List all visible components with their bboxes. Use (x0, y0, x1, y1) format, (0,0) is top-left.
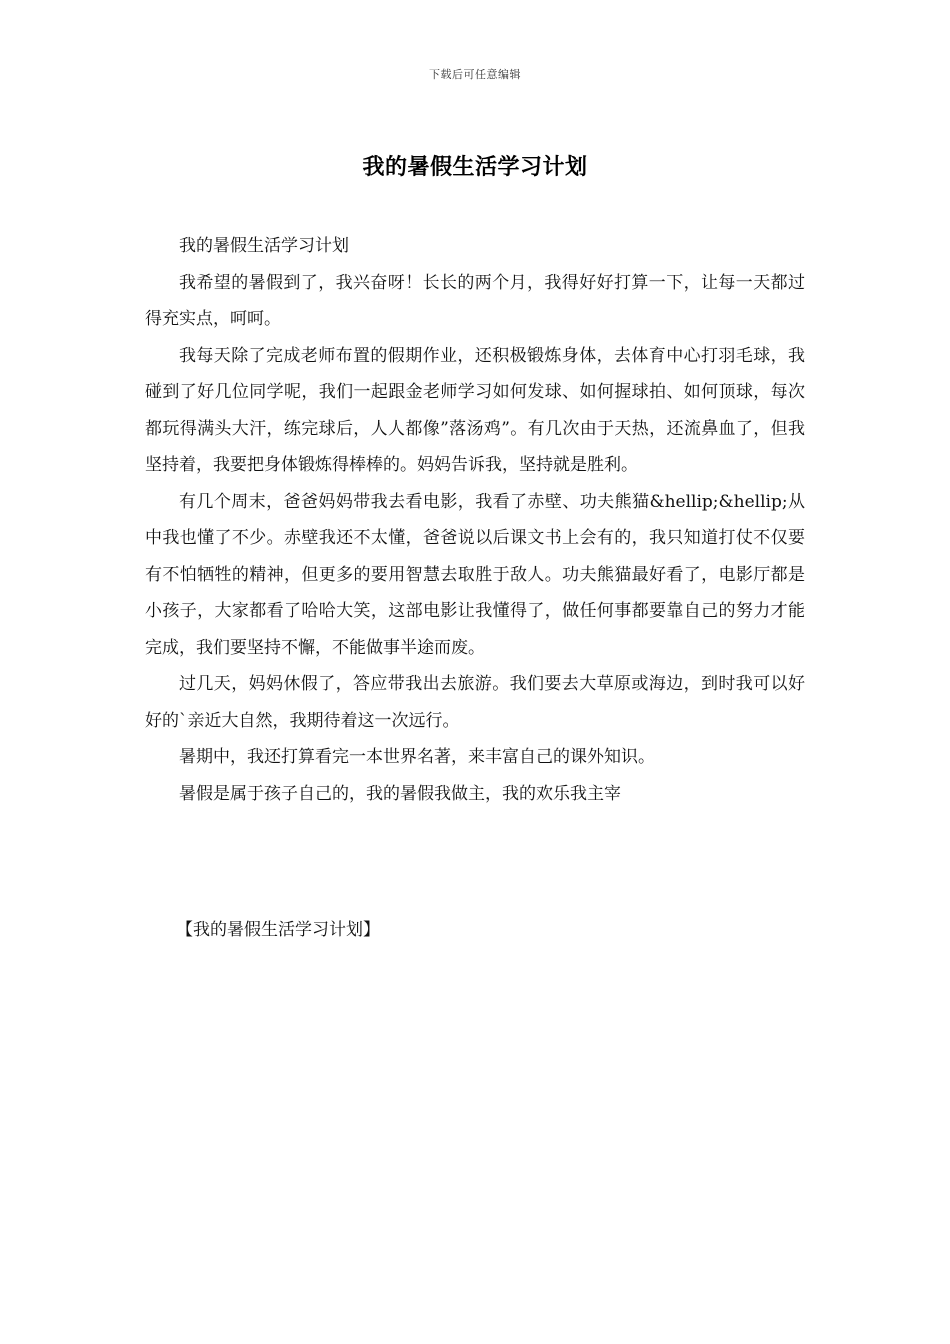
document-body (145, 228, 805, 812)
paragraph-reading: 暑期中，我还打算看完一本世界名著，来丰富自己的课外知识。 (179, 747, 655, 767)
document-title: 我的暑假生活学习计划 (362, 154, 588, 180)
paragraph-travel: 过几天，妈妈休假了，答应带我出去旅游。我们要去大草原或海边，到时我可以好好的`亲近大自然，我期待着这一次远行。 (145, 674, 805, 731)
header-note: 下载后可任意编辑 (429, 68, 521, 81)
paragraph-conclusion: 暑假是属于孩子自己的，我的暑假我做主，我的欢乐我主宰 (179, 783, 621, 804)
footer-label: 【我的暑假生活学习计划】 (176, 920, 380, 940)
paragraph-subtitle: 我的暑假生活学习计划 (179, 236, 349, 256)
paragraph-movies: 有几个周末，爸爸妈妈带我去看电影，我看了赤壁、功夫熊猫&hellip;&hellip;从中我也懂了不少。赤壁我还不太懂，爸爸说以后课文书上会有的，我只知道打仗不仅要有不怕牺牲的精神，但更多的要用智慧去取胜于敌人。功夫熊猫最好看了，电影厅都是小孩子，大家都看了哈哈大笑，这部电影让我懂得了，做任何事都要靠自己的努力才能完成，我们要坚持不懈，不能做事半途而废。 (145, 491, 805, 658)
paragraph-intro: 我希望的暑假到了，我兴奋呀！长长的两个月，我得好好打算一下，让每一天都过得充实点，呵呵。 (145, 272, 805, 329)
paragraph-badminton: 我每天除了完成老师布置的假期作业，还积极锻炼身体，去体育中心打羽毛球，我碰到了好几位同学呢，我们一起跟金老师学习如何发球、如何握球拍、如何顶球，每次都玩得满头大汗，练完球后，人人都像”落汤鸡”。有几次由于天热，还流鼻血了，但我坚持着，我要把身体锻炼得棒棒的。妈妈告诉我，坚持就是胜利。 (145, 345, 805, 475)
